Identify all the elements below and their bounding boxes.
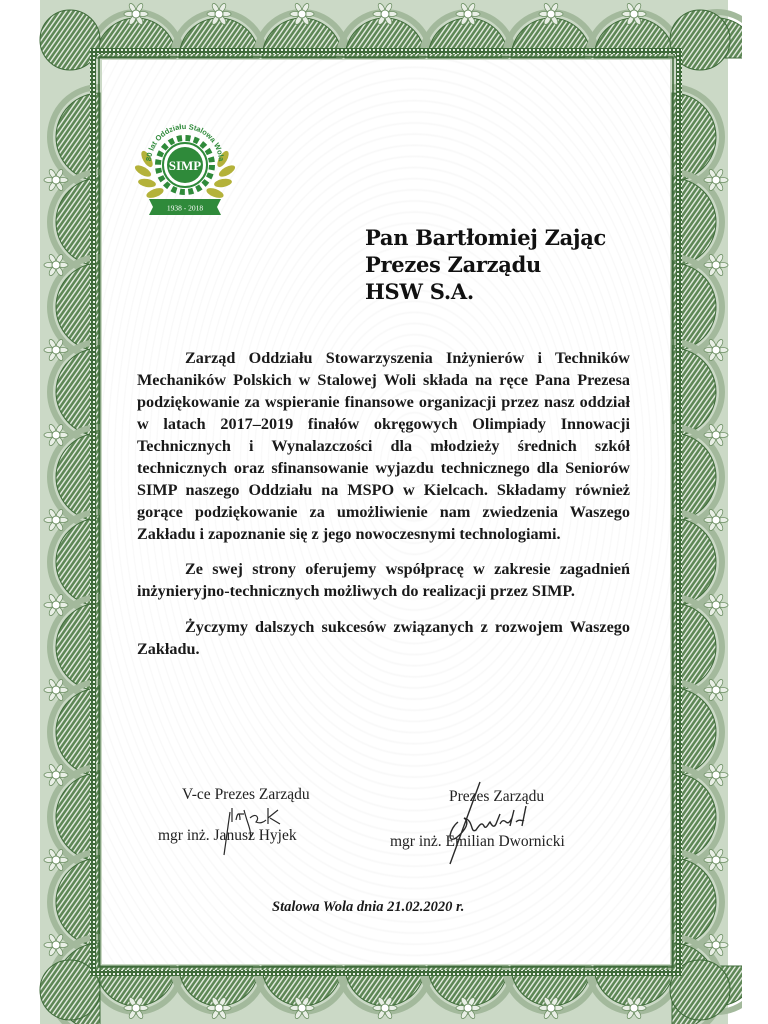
border-rosette-center (52, 346, 60, 354)
border-rosette-center (215, 10, 223, 18)
border-rosette-center (712, 176, 720, 184)
border-rosette-center (630, 10, 638, 18)
border-rosette-center (712, 431, 720, 439)
page-margin-right (742, 0, 768, 1024)
body-paragraph-wishes: Życzymy dalszych sukcesów związanych z rozwojem Waszego Zakładu. (137, 618, 630, 658)
border-rosette-center (298, 1004, 306, 1012)
letter-body (137, 347, 630, 674)
border-rosette-center (712, 941, 720, 949)
border-rosette-center (52, 856, 60, 864)
border-rosette-center (52, 771, 60, 779)
border-rosette-center (712, 856, 720, 864)
border-rosette-center (52, 261, 60, 269)
border-rosette-center (52, 601, 60, 609)
border-rosette-center (52, 431, 60, 439)
border-rosette-center (52, 686, 60, 694)
border-rosette-center (712, 686, 720, 694)
border-rosette-center (381, 10, 389, 18)
page-margin-left (0, 0, 28, 1024)
border-rosette-center (712, 601, 720, 609)
place-and-date: Stalowa Wola dnia 21.02.2020 r. (272, 899, 465, 915)
body-paragraph-cooperation: Ze swej strony oferujemy współpracę w zakresie zagadnień inżynieryjno-technicznych możliwych do realizacji przez SIMP. (137, 560, 630, 600)
left-handwritten-signature-icon (210, 800, 290, 860)
border-rosette-center (215, 1004, 223, 1012)
border-rosette-center (464, 10, 472, 18)
border-rosette-center (712, 771, 720, 779)
addressee-title: Prezes Zarządu (365, 252, 541, 277)
addressee-block (365, 224, 606, 305)
border-rosette-center (298, 10, 306, 18)
border-rosette-center (52, 516, 60, 524)
border-rosette-center (547, 1004, 555, 1012)
border-rosette-center (52, 176, 60, 184)
border-rosette-center (132, 10, 140, 18)
logo-center-text: SIMP (168, 158, 202, 173)
simp-logo-icon (133, 107, 237, 219)
border-rosette-center (464, 1004, 472, 1012)
border-rosette-center (712, 261, 720, 269)
border-rosette-center (381, 1004, 389, 1012)
border-rosette-center (712, 516, 720, 524)
logo-arc-text: 80 lat Oddziału Stalowa Wola (144, 121, 226, 162)
border-rosette-center (52, 941, 60, 949)
left-signatory-title: V-ce Prezes Zarządu (182, 786, 310, 803)
body-paragraph-thanks: Zarząd Oddziału Stowarzyszenia Inżynierów i Techników Mechaników Polskich w Stalowej Woli składa na ręce Pana Prezesa podziękowanie za wspieranie finansowe organizacji przez nasz oddział w latach 2017–2019 finałów okręgowych Olimpiady Innowacji Technicznych i Wynalazczości dla młodzieży średnich szkół technicznych oraz sfinansowanie wyjazdu technicznego dla Seniorów SIMP naszego Oddziału na MSPO w Kielcach. Składamy również gorące podziękowanie za umożliwienie nam zwiedzenia Waszego Zakładu i zapoznanie się z jego nowoczesnymi technologiami. (137, 349, 630, 543)
border-rosette-center (132, 1004, 140, 1012)
border-rosette-center (547, 10, 555, 18)
border-rosette-center (712, 346, 720, 354)
right-handwritten-signature-icon (430, 778, 540, 868)
left-signatory-name: mgr inż. Janusz Hyjek (158, 827, 297, 844)
border-rosette-center (630, 1004, 638, 1012)
addressee-company: HSW S.A. (365, 279, 474, 304)
right-signatory-name: mgr inż. Emilian Dwornicki (390, 833, 565, 850)
addressee-name: Pan Bartłomiej Zając (365, 225, 607, 250)
logo-ribbon-text: 1938 - 2018 (166, 203, 204, 213)
right-signatory-title: Prezes Zarządu (449, 788, 545, 805)
